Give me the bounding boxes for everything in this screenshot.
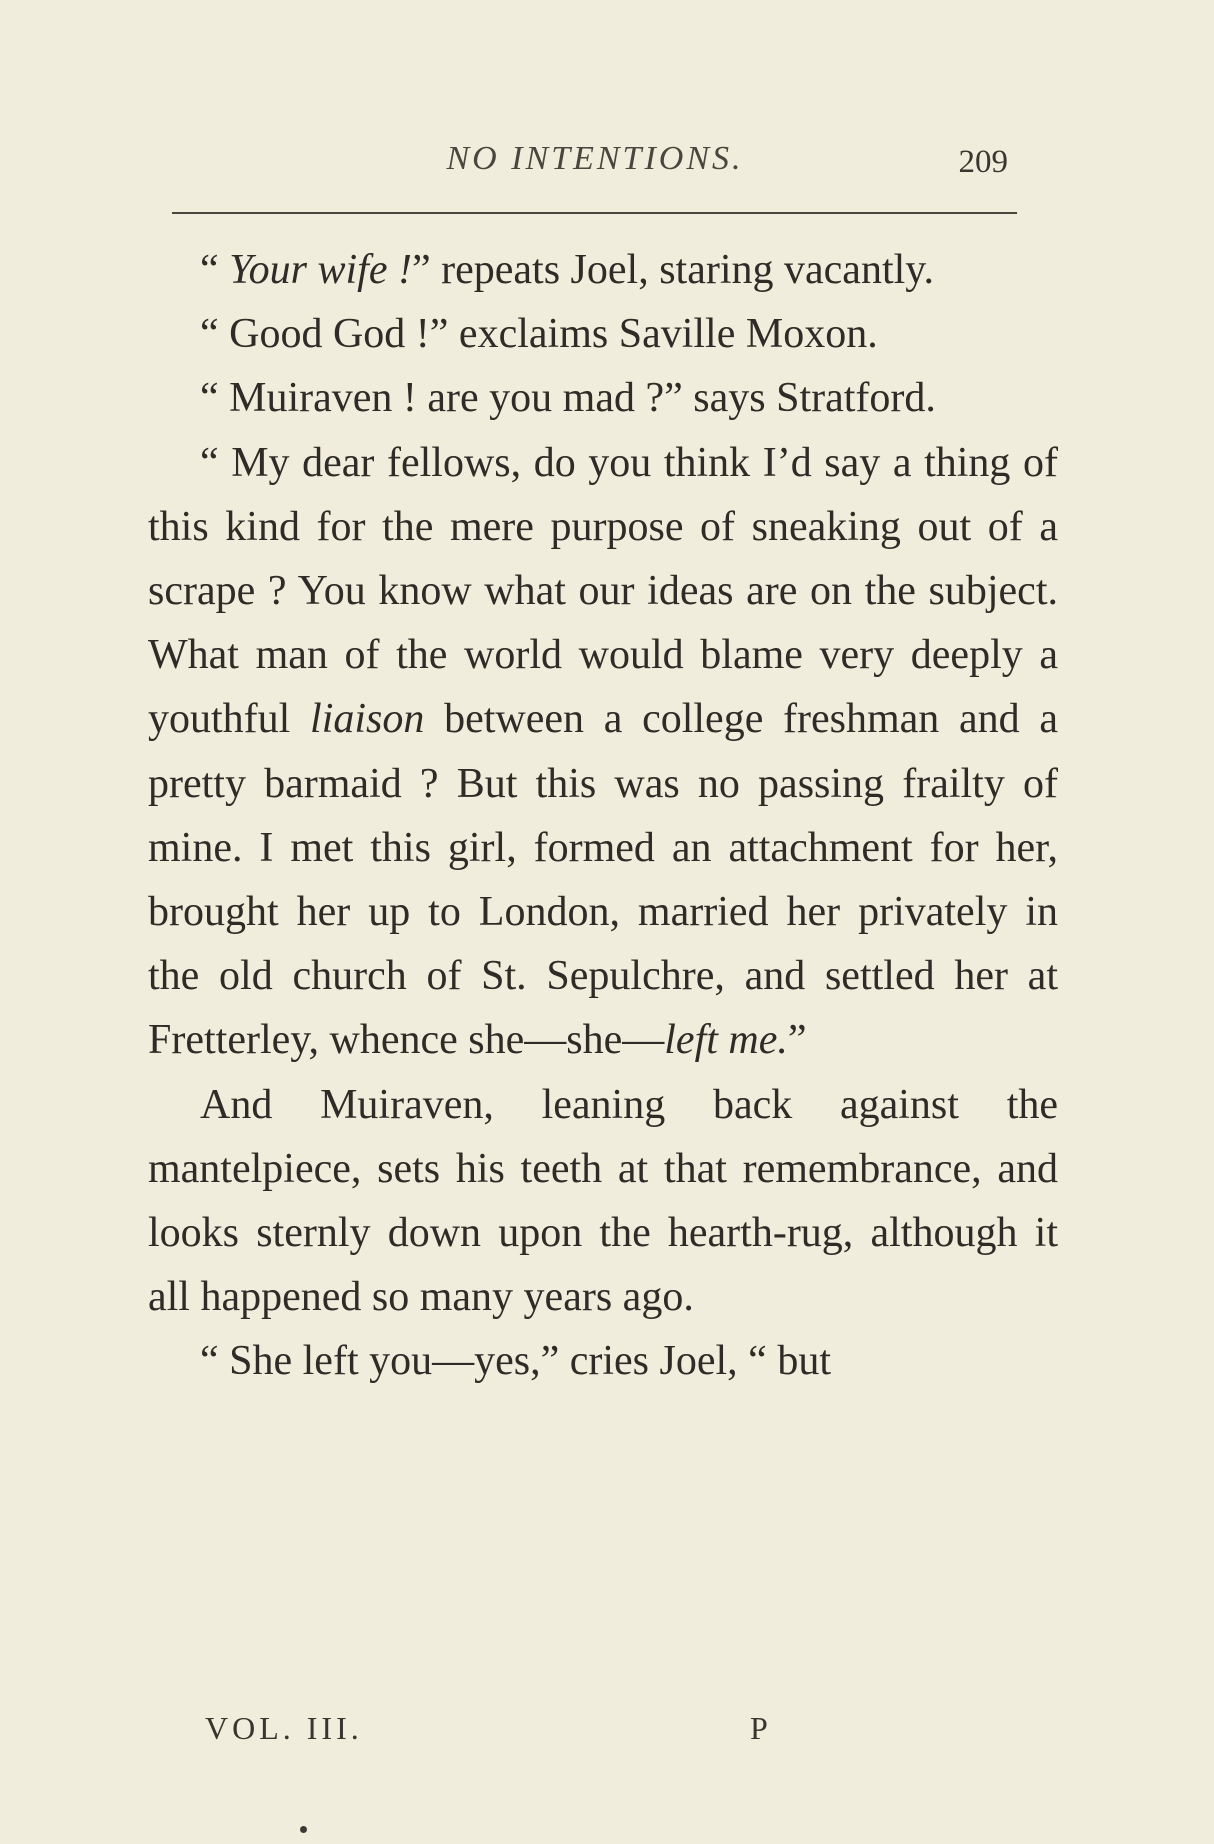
header-rule [172, 212, 1017, 214]
paragraph-4-close-quote: ” [787, 1017, 807, 1064]
page-header [170, 132, 1020, 182]
body-text [148, 238, 1058, 1394]
italic-left-me: left me. [664, 1017, 788, 1064]
ink-speck [300, 1826, 307, 1833]
page-footer [205, 1710, 905, 1750]
page-number: 209 [958, 144, 1008, 180]
paragraph-5: And Muiraven, leaning back against the mantelpiece, sets his teeth at that remembrance, and looks sternly down upon the hearth-rug, although it all happened so many years ago. [148, 1081, 1058, 1321]
signature-mark: P [750, 1710, 772, 1746]
paragraph-2: “ Good God !” exclaims Saville Moxon. [200, 311, 878, 358]
italic-liaison: liaison [310, 696, 425, 743]
paragraph-1 [148, 238, 1058, 302]
paragraph-3: “ Muiraven ! are you mad ?” says Stratford. [200, 375, 936, 422]
paragraph-4 [148, 431, 1058, 1073]
paragraph-4-part-1: “ My dear fellows, do you think I’d say a thing of this kind for the mere purpose of sneaking out of a scrape ? You know what our ideas are on the subject. What man of the world would blame very deeply a youthful [148, 439, 1058, 743]
running-title: NO INTENTIONS. [446, 140, 744, 177]
paragraph-6: “ She left you—yes,” cries Joel, “ but [200, 1338, 831, 1385]
paragraph-4-part-2: between a college freshman and a pretty barmaid ? But this was no passing frailty of mine. I met this girl, formed an attachment for her, brought her up to London, married her privately in the old church of St. Sepulchre, and settled her at Fretterley, whence she—she— [148, 696, 1058, 1064]
volume-mark: VOL. III. [205, 1710, 363, 1746]
quote-open: “ [200, 247, 230, 293]
italic-your-wife: Your wife ! [229, 247, 412, 293]
paragraph-1-rest: ” repeats Joel, staring vacantly. [411, 247, 935, 293]
